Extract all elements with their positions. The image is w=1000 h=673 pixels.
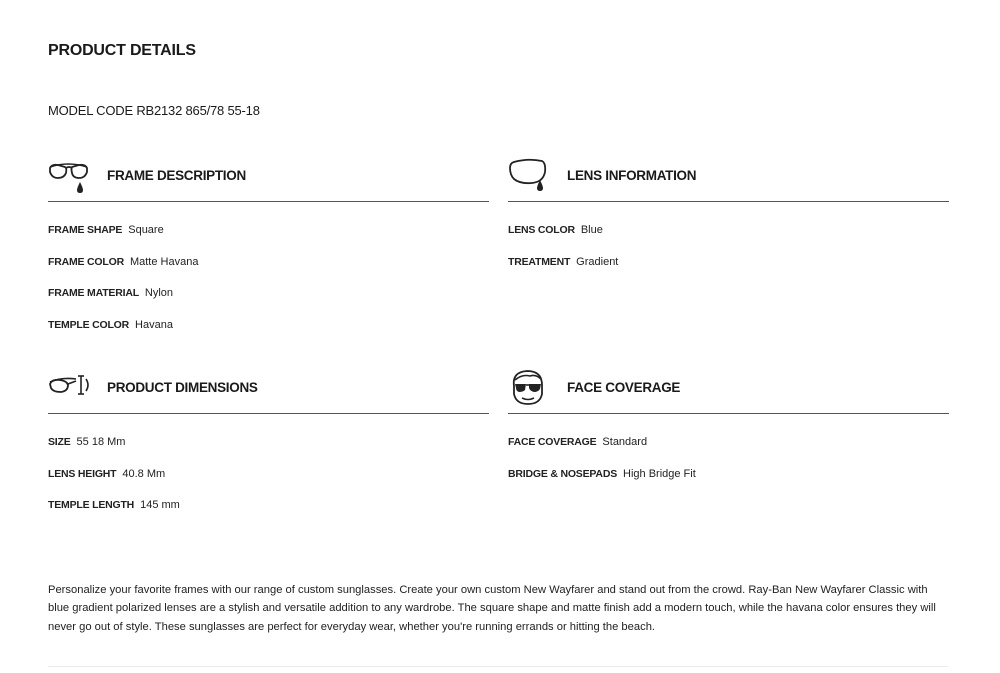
section-header (48, 368, 489, 414)
detail-row (48, 287, 489, 319)
detail-row (48, 224, 489, 256)
detail-row (48, 319, 489, 351)
detail-key: LENS COLOR (508, 224, 575, 236)
detail-key: TEMPLE LENGTH (48, 499, 135, 512)
detail-value: 145 mm (140, 499, 180, 512)
lens-information-section (508, 156, 949, 287)
page-title: PRODUCT DETAILS (48, 42, 196, 59)
detail-row (508, 224, 949, 256)
frame-description-section (48, 156, 489, 351)
detail-row (48, 436, 489, 468)
detail-value: Standard (602, 436, 648, 448)
divider (48, 666, 948, 667)
detail-value: Nylon (144, 287, 174, 300)
section-header (508, 156, 949, 202)
detail-row (508, 468, 949, 500)
detail-key: TREATMENT (508, 255, 571, 268)
detail-key: FRAME MATERIAL (48, 287, 139, 300)
detail-value: High Bridge Fit (623, 467, 696, 480)
detail-value: Gradient (576, 255, 619, 268)
detail-row (508, 256, 949, 288)
detail-key: BRIDGE & NOSEPADS (508, 467, 618, 480)
detail-key: LENS HEIGHT (48, 467, 117, 480)
face-glasses-icon (508, 370, 552, 406)
aviator-glasses-drop-icon (48, 158, 92, 194)
section-title: FACE COVERAGE (567, 380, 681, 395)
detail-list (48, 224, 489, 351)
detail-list (48, 436, 489, 531)
detail-value: Matte Havana (129, 255, 199, 268)
section-header (508, 368, 949, 414)
detail-row (48, 256, 489, 288)
face-coverage-section (508, 368, 949, 499)
glasses-dimension-icon (48, 370, 92, 406)
lens-drop-icon (508, 158, 552, 194)
detail-key: FRAME COLOR (48, 255, 124, 268)
detail-key: FRAME SHAPE (48, 224, 123, 236)
section-title: PRODUCT DIMENSIONS (107, 380, 258, 395)
detail-list (508, 436, 949, 499)
detail-list (508, 224, 949, 287)
detail-row (48, 499, 489, 531)
detail-row (508, 436, 949, 468)
product-description: Personalize your favorite frames with our range of custom sunglasses. Create your own custom New Wayfarer and stand out from the crowd. Ray-Ban New Wayfarer Classic with blue gradient polarized lenses are a stylish and versatile addition to any wardrobe. The square shape and matte finish add a modern touch, while the havana color ensures they will never go out of style. These sunglasses are perfect for everyday wear, whether you're running errands or hitting the beach. (48, 584, 936, 633)
detail-key: SIZE (48, 436, 71, 448)
section-title: FRAME DESCRIPTION (107, 168, 246, 183)
detail-value: 40.8 Mm (122, 467, 166, 480)
section-title: LENS INFORMATION (567, 168, 697, 183)
product-dimensions-section (48, 368, 489, 531)
detail-value: Blue (580, 224, 603, 236)
detail-value: Havana (135, 319, 173, 332)
detail-key: FACE COVERAGE (508, 436, 597, 448)
model-code: MODEL CODE RB2132 865/78 55-18 (48, 103, 260, 118)
section-header (48, 156, 489, 202)
detail-value: 55 18 Mm (76, 436, 126, 448)
detail-key: TEMPLE COLOR (48, 319, 130, 332)
detail-row (48, 468, 489, 500)
detail-value: Square (128, 224, 164, 236)
